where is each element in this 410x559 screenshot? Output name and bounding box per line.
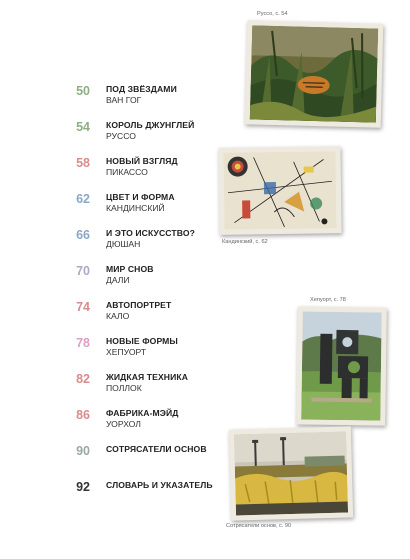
caption-shakers: Сотрясатели основ, с. 90: [226, 523, 292, 529]
toc-page-number: 78: [76, 336, 90, 350]
toc-title: НОВЫЕ ФОРМЫ: [106, 336, 178, 346]
toc-page-number: 86: [76, 408, 90, 422]
toc-title: КОРОЛЬ ДЖУНГЛЕЙ: [106, 120, 195, 130]
toc-title: НОВЫЙ ВЗГЛЯД: [106, 156, 178, 166]
toc-entry: [60, 300, 230, 330]
toc-page-number: 66: [76, 228, 90, 242]
toc-artist: ПИКАССО: [106, 167, 148, 177]
toc-page-number: 50: [76, 84, 90, 98]
caption-kandinsky: Кандинский, с. 62: [222, 239, 268, 245]
photo-hepworth: [296, 306, 387, 425]
toc-entry: [60, 228, 230, 258]
toc-page-number: 82: [76, 372, 90, 386]
photo-shakers: [229, 426, 353, 520]
toc-title: ПОД ЗВЁЗДАМИ: [106, 84, 177, 94]
toc-title: ЦВЕТ И ФОРМА: [106, 192, 175, 202]
toc-title: ФАБРИКА-МЭЙД: [106, 408, 179, 418]
toc-entry: [60, 192, 230, 222]
toc-title: СОТРЯСАТЕЛИ ОСНОВ: [106, 444, 207, 454]
toc-page-number: 62: [76, 192, 90, 206]
toc-entry: [60, 444, 230, 474]
toc-page-number: 90: [76, 444, 90, 458]
toc-artist: ДЮШАН: [106, 239, 141, 249]
toc-title: АВТОПОРТРЕТ: [106, 300, 172, 310]
toc-page-number: 58: [76, 156, 90, 170]
toc-artist: ПОЛЛОК: [106, 383, 142, 393]
toc-artist: КАНДИНСКИЙ: [106, 203, 165, 213]
caption-hepworth: Хепуорт, с. 78: [310, 297, 346, 303]
toc-entry: [60, 480, 230, 510]
toc-entry: [60, 120, 230, 150]
toc-entry: [60, 372, 230, 402]
toc-page-number: 54: [76, 120, 90, 134]
toc-title: И ЭТО ИСКУССТВО?: [106, 228, 195, 238]
toc-artist: УОРХОЛ: [106, 419, 141, 429]
photo-kandinsky: [218, 146, 341, 235]
toc-artist: РУССО: [106, 131, 136, 141]
toc-entry: [60, 264, 230, 294]
toc-page-number: 70: [76, 264, 90, 278]
toc-title: МИР СНОВ: [106, 264, 154, 274]
toc-title: ЖИДКАЯ ТЕХНИКА: [106, 372, 189, 382]
toc-entry: [60, 156, 230, 186]
caption-rousseau: Руссо, с. 54: [257, 11, 288, 17]
toc-entry: [60, 408, 230, 438]
photo-rousseau: [245, 20, 384, 128]
toc-artist: ДАЛИ: [106, 275, 130, 285]
toc-page-number: 92: [76, 480, 90, 494]
toc-page-number: 74: [76, 300, 90, 314]
toc-artist: КАЛО: [106, 311, 130, 321]
toc-title: СЛОВАРЬ И УКАЗАТЕЛЬ: [106, 480, 213, 490]
toc-entry: [60, 84, 230, 114]
toc-artist: ВАН ГОГ: [106, 95, 142, 105]
toc-artist: ХЕПУОРТ: [106, 347, 147, 357]
toc-entry: [60, 336, 230, 366]
